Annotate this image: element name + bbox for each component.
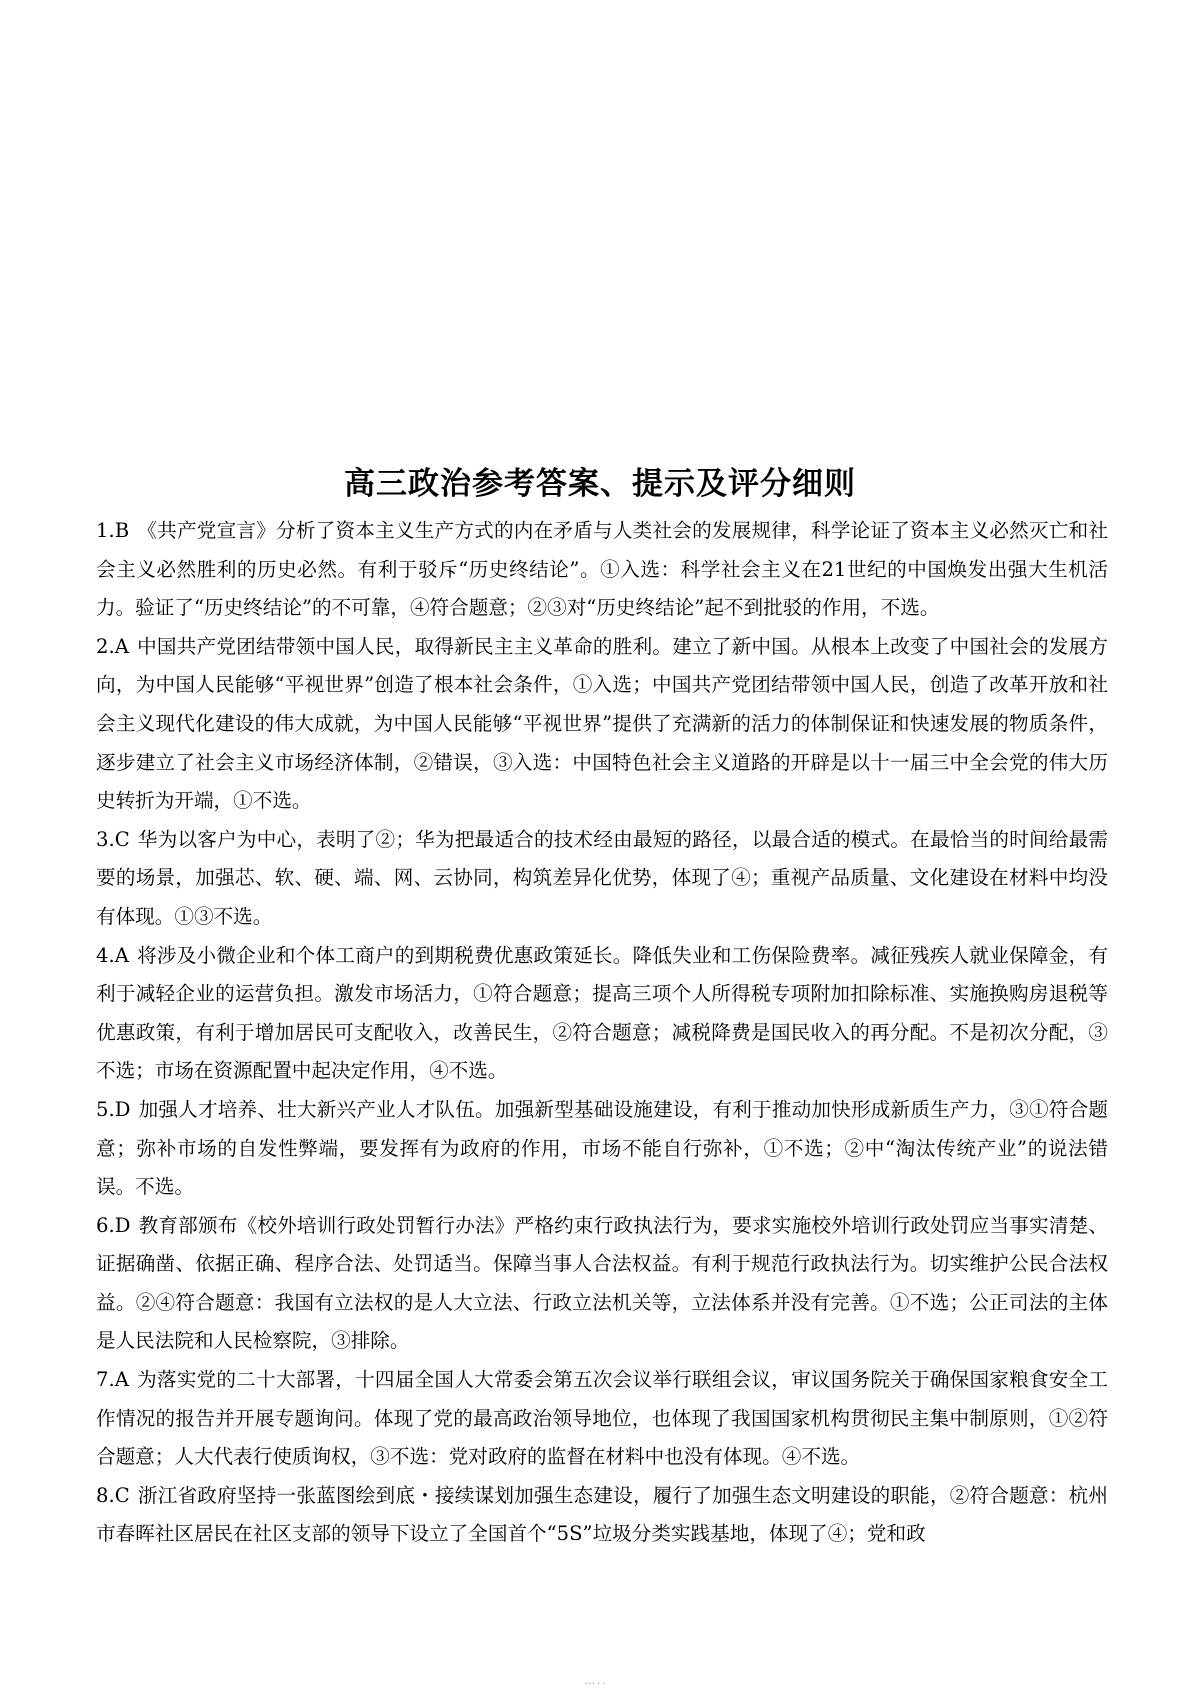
answer-number: 1.B — [96, 519, 130, 542]
answer-item — [96, 937, 1108, 1091]
page-title: 高三政治参考答案、提示及评分细则 — [344, 466, 856, 502]
answer-text: 加强人才培养、壮大新兴产业人才队伍。加强新型基础设施建设，有利于推动加快形成新质生产力，③①符合题意；弥补市场的自发性弊端，要发挥有为政府的作用，市场不能自行弥补，①不选；②中“淘汰传统产业”的说法错误。不选。 — [96, 1097, 1108, 1199]
answer-number: 7.A — [96, 1368, 129, 1392]
answer-text: 中国共产党团结带领中国人民，取得新民主主义革命的胜利。建立了新中国。从根本上改变了中国社会的发展方向，为中国人民能够“平视世界”创造了根本社会条件，①入选；中国共产党团结带领中国人民，创造了改革开放和社会主义现代化建设的伟大成就，为中国人民能够“平视世界”提供了充满新的活力的体制保证和快速发展的物质条件，逐步建立了社会主义市场经济体制，②错误，③入选：中国特色社会主义道路的开辟是以十一届三中全会党的伟大历史转折为开端，①不选。 — [96, 634, 1108, 813]
answer-number: 6.D — [96, 1213, 131, 1237]
answer-number: 5.D — [96, 1097, 131, 1121]
answer-text: 为落实党的二十大部署，十四届全国人大常委会第五次会议举行联组会议，审议国务院关于确保国家粮食安全工作情况的报告并开展专题询问。体现了党的最高政治领导地位，也体现了我国国家机构贯彻民主集中制原则，①②符合题意；人大代表行使质询权，③不选：党对政府的监督在材料中也没有体现。④不选。 — [96, 1368, 1108, 1469]
answer-text: 将涉及小微企业和个体工商户的到期税费优惠政策延长。降低失业和工伤保险费率。减征残疾人就业保障金，有利于减轻企业的运营负担。激发市场活力，①符合题意；提高三项个人所得税专项附加扣除标准、实施换购房退税等优惠政策，有利于增加居民可支配收入，改善民生，②符合题意；减税降费是国民收入的再分配。不是初次分配，③不选；市场在资源配置中起决定作用，④不选。 — [96, 943, 1108, 1083]
answer-item — [96, 821, 1108, 937]
answer-item — [96, 1091, 1108, 1207]
answer-item — [96, 512, 1108, 628]
answer-text: 华为以客户为中心，表明了②；华为把最适合的技术经由最短的路径，以最合适的模式。在最恰当的时间给最需要的场景，加强芯、软、硬、端、网、云协同，构筑差异化优势，体现了④；重视产品质量、文化建设在材料中均没有体现。①③不选。 — [96, 827, 1108, 928]
footer-mark: ….. — [585, 1676, 608, 1687]
answer-number: 3.C — [96, 827, 130, 851]
answer-item — [96, 1477, 1108, 1554]
answer-item — [96, 628, 1108, 821]
answer-text: 教育部颁布《校外培训行政处罚暂行办法》严格约束行政执法行为，要求实施校外培训行政处罚应当事实清楚、证据确凿、依据正确、程序合法、处罚适当。保障当事人合法权益。有利于规范行政执法行为。切实维护公民合法权益。②④符合题意：我国有立法权的是人大立法、行政立法机关等，立法体系并没有完善。①不选；公正司法的主体是人民法院和人民检察院，③排除。 — [96, 1213, 1108, 1353]
answer-text: 浙江省政府坚持一张蓝图绘到底・接续谋划加强生态建设，履行了加强生态文明建设的职能，②符合题意：杭州市春晖社区居民在社区支部的领导下设立了全国首个“5S”垃圾分类实践基地，体现了④；党和政 — [96, 1483, 1108, 1546]
answer-number: 8.C — [96, 1483, 130, 1507]
answer-item — [96, 1361, 1108, 1477]
answer-number: 4.A — [96, 943, 129, 967]
answer-number: 2.A — [96, 634, 129, 658]
answer-list — [96, 512, 1108, 1554]
answer-text: 《共产党宣言》分析了资本主义生产方式的内在矛盾与人类社会的发展规律，科学论证了资本主义必然灭亡和社会主义必然胜利的历史必然。有利于驳斥“历史终结论”。①入选：科学社会主义在21世纪的中国焕发出强大生机活力。验证了“历史终结论”的不可靠，④符合题意；②③对“历史终结论”起不到批驳的作用，不选。 — [96, 519, 1108, 620]
answer-item — [96, 1207, 1108, 1361]
